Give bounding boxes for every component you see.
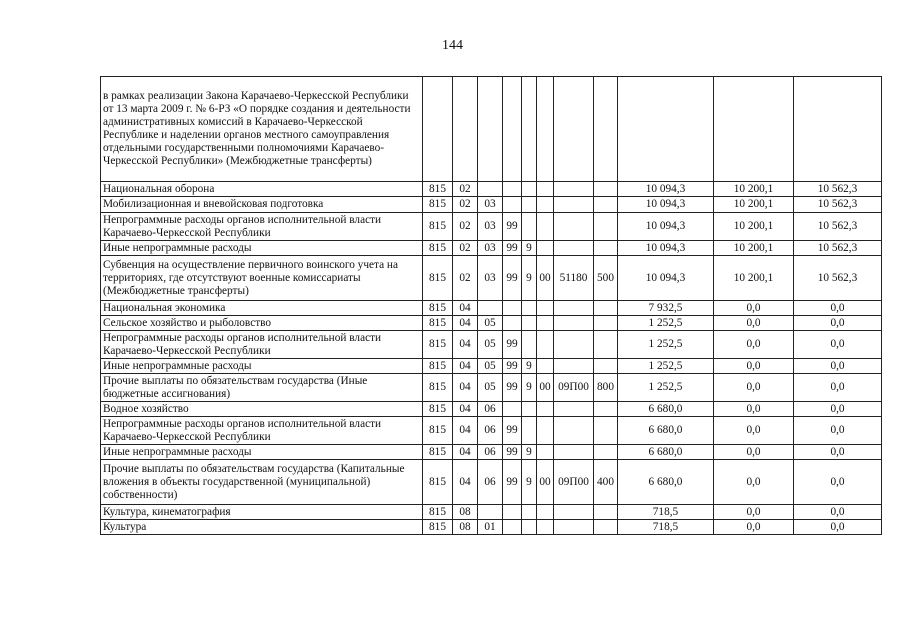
cell-name: Непрограммные расходы органов исполнительной власти Карачаево-Черкесской Республики [101, 331, 423, 359]
cell-grbs: 815 [423, 445, 453, 460]
cell-rz: 04 [453, 301, 478, 316]
cell-s3: 0,0 [794, 417, 882, 445]
cell-s3: 0,0 [794, 460, 882, 505]
cell-p3 [537, 505, 554, 520]
cell-p3 [537, 520, 554, 535]
cell-p3 [537, 182, 554, 197]
cell-s2: 0,0 [714, 402, 794, 417]
cell-vr [594, 241, 618, 256]
cell-s3: 0,0 [794, 301, 882, 316]
cell-p2 [522, 417, 537, 445]
cell-s3: 0,0 [794, 402, 882, 417]
cell-s1: 6 680,0 [618, 402, 714, 417]
cell-name: Водное хозяйство [101, 402, 423, 417]
cell-vr [594, 316, 618, 331]
table-row [101, 197, 882, 213]
cell-rz: 02 [453, 241, 478, 256]
cell-grbs: 815 [423, 359, 453, 374]
cell-vr [594, 402, 618, 417]
table-row [101, 331, 882, 359]
cell-s2: 0,0 [714, 331, 794, 359]
cell-s1: 1 252,5 [618, 331, 714, 359]
cell-s2: 0,0 [714, 359, 794, 374]
cell-p3: 00 [537, 460, 554, 505]
cell-p1 [503, 77, 522, 182]
cell-s2: 0,0 [714, 417, 794, 445]
cell-p1 [503, 182, 522, 197]
cell-s2 [714, 77, 794, 182]
cell-name: Национальная оборона [101, 182, 423, 197]
cell-p3 [537, 301, 554, 316]
cell-rz: 04 [453, 374, 478, 402]
cell-vr: 800 [594, 374, 618, 402]
cell-s2: 0,0 [714, 460, 794, 505]
cell-p3 [537, 241, 554, 256]
cell-pr: 03 [478, 213, 503, 241]
cell-s2: 0,0 [714, 445, 794, 460]
cell-pr: 05 [478, 374, 503, 402]
cell-vr [594, 213, 618, 241]
cell-p1 [503, 402, 522, 417]
cell-p3 [537, 331, 554, 359]
cell-vr [594, 77, 618, 182]
cell-vr [594, 301, 618, 316]
cell-grbs: 815 [423, 256, 453, 301]
cell-p2: 9 [522, 445, 537, 460]
cell-name: Культура [101, 520, 423, 535]
cell-p1 [503, 197, 522, 213]
cell-p3 [537, 402, 554, 417]
cell-s2: 10 200,1 [714, 241, 794, 256]
cell-grbs [423, 77, 453, 182]
cell-rz [453, 77, 478, 182]
cell-p1: 99 [503, 331, 522, 359]
cell-pr: 06 [478, 460, 503, 505]
cell-pr [478, 505, 503, 520]
cell-name: Иные непрограммные расходы [101, 241, 423, 256]
cell-p2 [522, 402, 537, 417]
cell-p3 [537, 445, 554, 460]
cell-s1: 718,5 [618, 505, 714, 520]
cell-grbs: 815 [423, 460, 453, 505]
cell-name: Культура, кинематография [101, 505, 423, 520]
cell-s3: 0,0 [794, 445, 882, 460]
cell-p4 [554, 301, 594, 316]
cell-p4 [554, 445, 594, 460]
cell-p3: 00 [537, 256, 554, 301]
cell-rz: 02 [453, 197, 478, 213]
cell-p4 [554, 182, 594, 197]
cell-grbs: 815 [423, 417, 453, 445]
cell-p2: 9 [522, 460, 537, 505]
cell-s1: 7 932,5 [618, 301, 714, 316]
cell-name: в рамках реализации Закона Карачаево-Черкесской Республики от 13 марта 2009 г. № 6-РЗ «О порядке создания и деятельности административных комиссий в Карачаево-Черкесской Республике и наделении органов местного самоуправления отдельными государственными полномочиями Карачаево-Черкесской Республики» (Межбюджетные трансферты) [101, 77, 423, 182]
table-row [101, 213, 882, 241]
cell-rz: 08 [453, 520, 478, 535]
table-row [101, 520, 882, 535]
cell-s3: 0,0 [794, 316, 882, 331]
cell-s3: 0,0 [794, 520, 882, 535]
page-number: 144 [442, 38, 463, 53]
table-row [101, 417, 882, 445]
cell-s3: 0,0 [794, 505, 882, 520]
cell-s1: 10 094,3 [618, 182, 714, 197]
cell-s1: 10 094,3 [618, 197, 714, 213]
cell-vr: 400 [594, 460, 618, 505]
table-row [101, 256, 882, 301]
cell-grbs: 815 [423, 241, 453, 256]
cell-rz: 04 [453, 316, 478, 331]
cell-s1: 718,5 [618, 520, 714, 535]
cell-grbs: 815 [423, 331, 453, 359]
cell-rz: 04 [453, 359, 478, 374]
cell-p3 [537, 77, 554, 182]
cell-s1: 1 252,5 [618, 359, 714, 374]
cell-pr [478, 77, 503, 182]
cell-p3 [537, 316, 554, 331]
cell-s2: 10 200,1 [714, 256, 794, 301]
cell-pr: 06 [478, 445, 503, 460]
cell-pr: 03 [478, 256, 503, 301]
cell-p2 [522, 301, 537, 316]
cell-pr: 05 [478, 316, 503, 331]
cell-pr: 03 [478, 197, 503, 213]
cell-p4 [554, 505, 594, 520]
cell-s3: 0,0 [794, 331, 882, 359]
cell-p2 [522, 213, 537, 241]
cell-rz: 04 [453, 445, 478, 460]
cell-s3: 10 562,3 [794, 241, 882, 256]
table-row [101, 445, 882, 460]
table-row [101, 316, 882, 331]
cell-s3 [794, 77, 882, 182]
table-body [101, 77, 882, 535]
cell-grbs: 815 [423, 213, 453, 241]
cell-name: Сельское хозяйство и рыболовство [101, 316, 423, 331]
cell-p1: 99 [503, 445, 522, 460]
cell-rz: 04 [453, 460, 478, 505]
cell-p2 [522, 197, 537, 213]
table-row [101, 301, 882, 316]
cell-name: Прочие выплаты по обязательствам государства (Иные бюджетные ассигнования) [101, 374, 423, 402]
cell-p4: 09П00 [554, 374, 594, 402]
cell-s2: 0,0 [714, 301, 794, 316]
table-row [101, 505, 882, 520]
cell-s3: 10 562,3 [794, 213, 882, 241]
cell-pr: 05 [478, 359, 503, 374]
cell-p1 [503, 316, 522, 331]
cell-rz: 04 [453, 331, 478, 359]
cell-grbs: 815 [423, 197, 453, 213]
cell-vr [594, 359, 618, 374]
budget-table [100, 76, 882, 535]
cell-p4 [554, 316, 594, 331]
cell-p2 [522, 77, 537, 182]
cell-pr: 03 [478, 241, 503, 256]
cell-grbs: 815 [423, 505, 453, 520]
cell-p2: 9 [522, 241, 537, 256]
cell-s2: 10 200,1 [714, 213, 794, 241]
table-row [101, 460, 882, 505]
cell-s1: 6 680,0 [618, 417, 714, 445]
cell-p4 [554, 213, 594, 241]
cell-p2 [522, 316, 537, 331]
cell-s1 [618, 77, 714, 182]
cell-p4 [554, 77, 594, 182]
table-row [101, 374, 882, 402]
table-row [101, 359, 882, 374]
cell-vr [594, 182, 618, 197]
cell-p2: 9 [522, 374, 537, 402]
cell-p1: 99 [503, 241, 522, 256]
cell-grbs: 815 [423, 520, 453, 535]
cell-grbs: 815 [423, 301, 453, 316]
cell-vr [594, 417, 618, 445]
cell-p4 [554, 359, 594, 374]
cell-s1: 10 094,3 [618, 213, 714, 241]
cell-p4: 09П00 [554, 460, 594, 505]
cell-rz: 02 [453, 256, 478, 301]
table-row [101, 77, 882, 182]
cell-s1: 1 252,5 [618, 374, 714, 402]
cell-vr [594, 331, 618, 359]
cell-name: Национальная экономика [101, 301, 423, 316]
cell-pr [478, 182, 503, 197]
table-row [101, 402, 882, 417]
cell-p3 [537, 359, 554, 374]
cell-name: Непрограммные расходы органов исполнительной власти Карачаево-Черкесской Республики [101, 417, 423, 445]
table-row [101, 182, 882, 197]
cell-vr: 500 [594, 256, 618, 301]
cell-name: Мобилизационная и вневойсковая подготовка [101, 197, 423, 213]
cell-s2: 0,0 [714, 374, 794, 402]
table-row [101, 241, 882, 256]
cell-s1: 10 094,3 [618, 241, 714, 256]
cell-p1: 99 [503, 417, 522, 445]
cell-pr: 06 [478, 417, 503, 445]
cell-p3: 00 [537, 374, 554, 402]
cell-pr: 01 [478, 520, 503, 535]
cell-s1: 1 252,5 [618, 316, 714, 331]
cell-vr [594, 197, 618, 213]
cell-pr: 06 [478, 402, 503, 417]
cell-p4 [554, 417, 594, 445]
cell-p1: 99 [503, 359, 522, 374]
cell-p3 [537, 417, 554, 445]
cell-name: Субвенция на осуществление первичного воинского учета на территориях, где отсутствуют военные комиссариаты (Межбюджетные трансферты) [101, 256, 423, 301]
cell-s3: 10 562,3 [794, 256, 882, 301]
cell-grbs: 815 [423, 402, 453, 417]
cell-s3: 0,0 [794, 374, 882, 402]
cell-grbs: 815 [423, 374, 453, 402]
cell-s2: 10 200,1 [714, 182, 794, 197]
cell-p4 [554, 520, 594, 535]
cell-rz: 02 [453, 182, 478, 197]
cell-vr [594, 520, 618, 535]
cell-p4: 51180 [554, 256, 594, 301]
cell-p3 [537, 213, 554, 241]
cell-p1 [503, 520, 522, 535]
cell-p2 [522, 520, 537, 535]
cell-s2: 0,0 [714, 316, 794, 331]
cell-p2: 9 [522, 359, 537, 374]
cell-p1: 99 [503, 460, 522, 505]
cell-p2 [522, 505, 537, 520]
cell-s2: 10 200,1 [714, 197, 794, 213]
cell-p1: 99 [503, 256, 522, 301]
cell-p1: 99 [503, 374, 522, 402]
cell-p4 [554, 241, 594, 256]
cell-p1 [503, 505, 522, 520]
cell-s1: 6 680,0 [618, 445, 714, 460]
cell-p1: 99 [503, 213, 522, 241]
cell-p4 [554, 331, 594, 359]
cell-name: Иные непрограммные расходы [101, 445, 423, 460]
cell-grbs: 815 [423, 182, 453, 197]
cell-s3: 10 562,3 [794, 182, 882, 197]
cell-rz: 04 [453, 402, 478, 417]
cell-p1 [503, 301, 522, 316]
cell-p2 [522, 182, 537, 197]
cell-rz: 08 [453, 505, 478, 520]
cell-name: Непрограммные расходы органов исполнительной власти Карачаево-Черкесской Республики [101, 213, 423, 241]
cell-pr: 05 [478, 331, 503, 359]
cell-s3: 0,0 [794, 359, 882, 374]
cell-p2 [522, 331, 537, 359]
cell-name: Иные непрограммные расходы [101, 359, 423, 374]
cell-rz: 02 [453, 213, 478, 241]
cell-p3 [537, 197, 554, 213]
cell-s3: 10 562,3 [794, 197, 882, 213]
cell-name: Прочие выплаты по обязательствам государства (Капитальные вложения в объекты государственной (муниципальной) собственности) [101, 460, 423, 505]
cell-rz: 04 [453, 417, 478, 445]
cell-p4 [554, 402, 594, 417]
cell-s1: 10 094,3 [618, 256, 714, 301]
cell-pr [478, 301, 503, 316]
cell-p2: 9 [522, 256, 537, 301]
cell-p4 [554, 197, 594, 213]
cell-s2: 0,0 [714, 505, 794, 520]
cell-s2: 0,0 [714, 520, 794, 535]
cell-s1: 6 680,0 [618, 460, 714, 505]
cell-vr [594, 445, 618, 460]
cell-grbs: 815 [423, 316, 453, 331]
cell-vr [594, 505, 618, 520]
